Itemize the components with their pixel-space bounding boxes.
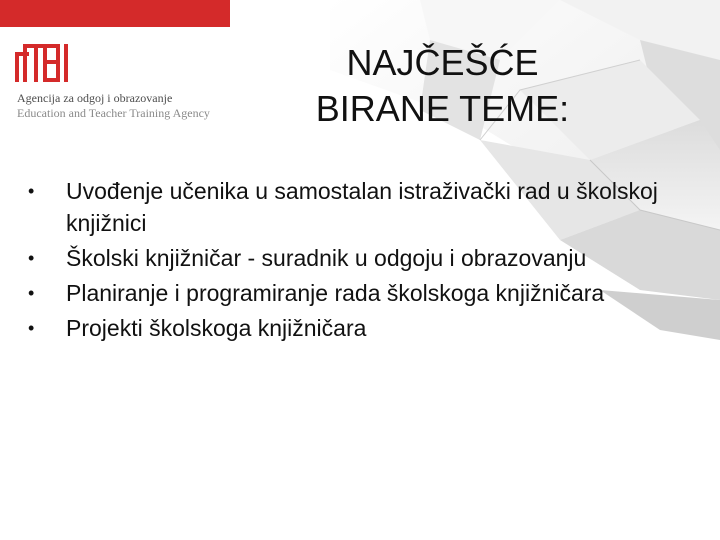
bullet-icon: • [28, 181, 35, 201]
topic-text: Školski knjižničar - suradnik u odgoju i obrazovanju [66, 245, 587, 271]
topic-text: Planiranje i programiranje rada školskoga knjižničara [66, 280, 605, 306]
topic-list [28, 175, 668, 347]
bullet-icon: • [28, 283, 35, 303]
topic-text: Projekti školskoga knjižničara [66, 315, 367, 341]
agency-name-en: Education and Teacher Training Agency [17, 106, 210, 120]
agency-name [17, 91, 210, 121]
slide-title-line-2: BIRANE TEME: [315, 88, 570, 129]
slide-title-line-1: NAJČEŠĆE [346, 42, 539, 83]
bullet-icon: • [28, 318, 35, 338]
topic-text: Uvođenje učenika u samostalan istraživački rad u školskoj knjižnici [66, 178, 658, 236]
topic-item [28, 242, 668, 274]
topic-item [28, 312, 668, 344]
topic-item [28, 175, 668, 239]
bullet-icon: • [28, 248, 35, 268]
agency-logo-icon [14, 40, 72, 84]
agency-name-hr: Agencija za odgoj i obrazovanje [17, 91, 173, 105]
topic-item [28, 277, 668, 309]
slide-title [265, 40, 620, 132]
